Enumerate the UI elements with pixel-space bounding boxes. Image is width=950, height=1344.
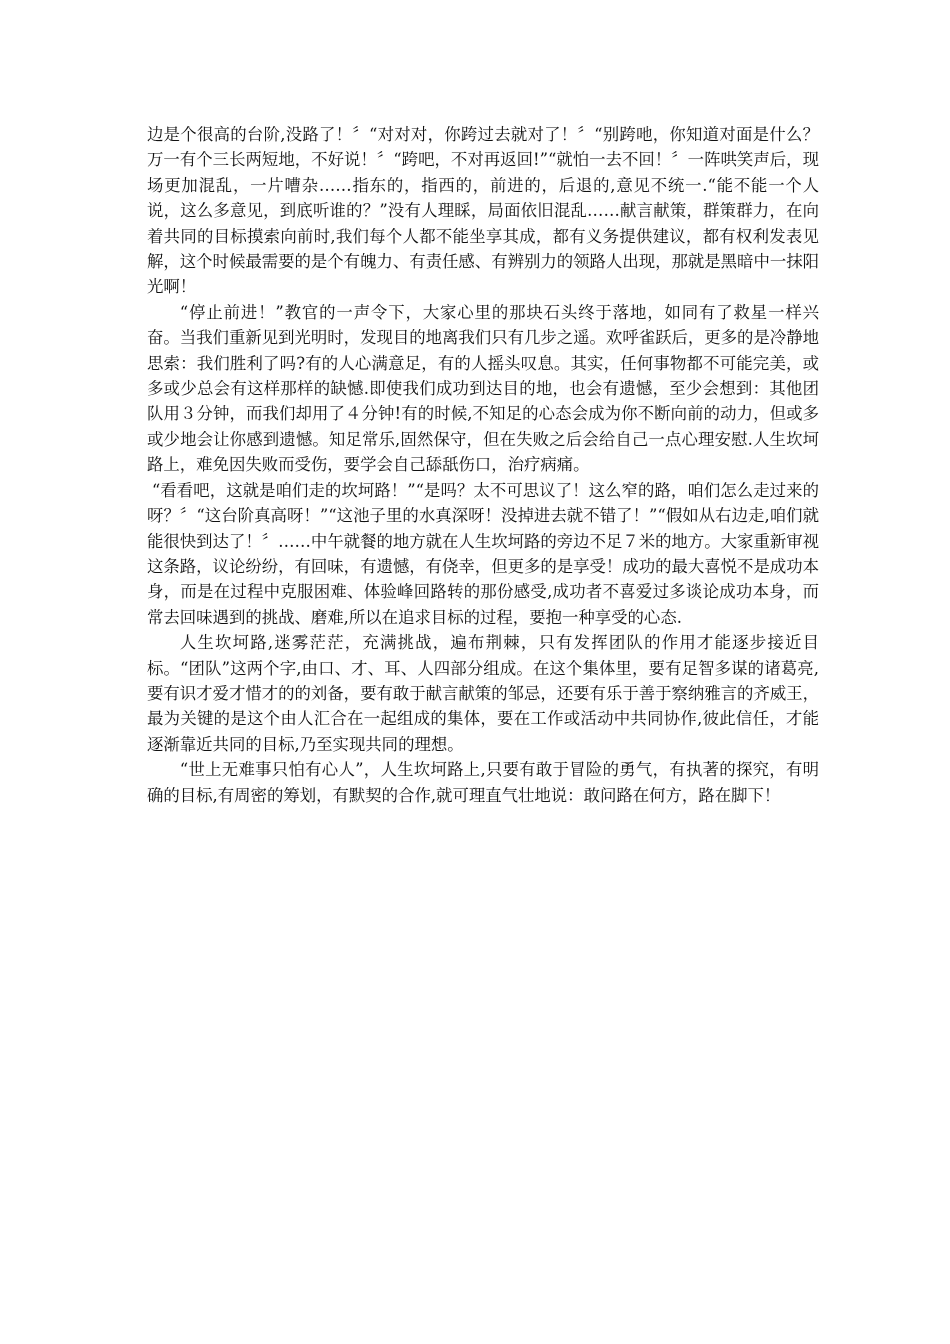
paragraph-1: 边是个很高的台阶,没路了！〞“对对对，你跨过去就对了！〞“别跨吔，你知道对面是什么？万一有个三长两短地，不好说！〞“跨吧，不对再返回!”“就怕一去不回！〞一阵哄笑声后，现场更加混乱，一片嘈杂……指东的，指西的，前进的，后退的,意见不统一.“能不能一个人说，这么多意见，到底听谁的？”没有人理睬，局面依旧混乱……献言献策，群策群力，在向着共同的目标摸索向前时,我们每个人都不能坐享其成，都有义务提供建议，都有权利发表见解，这个时候最需要的是个有魄力、有责任感、有辨别力的领路人出现，那就是黑暗中一抹阳光啊！ xyxy=(147,125,820,297)
paragraph-5: “世上无难事只怕有心人”，人生坎坷路上,只要有敢于冒险的勇气，有执著的探究，有明确的目标,有周密的筹划，有默契的合作,就可理直气壮地说：敢问路在何方，路在脚下！ xyxy=(147,760,819,805)
paragraph-4: 人生坎坷路,迷雾茫茫，充满挑战，遍布荆棘，只有发挥团队的作用才能逐步接近目标。“团队”这两个字,由口、才、耳、人四部分组成。在这个集体里，要有足智多谋的诸葛亮,要有识才爱才惜才的的刘备，要有敢于献言献策的邹忌，还要有乐于善于察纳雅言的齐威王，最为关键的是这个由人汇合在一起组成的集体，要在工作或活动中共同协作,彼此信任，才能逐渐靠近共同的目标,乃至实现共同的理想。 xyxy=(147,633,820,754)
paragraph-3: “看看吧，这就是咱们走的坎坷路！”“是吗？太不可思议了！这么窄的路，咱们怎么走过来的呀？〞“这台阶真高呀！”“这池子里的水真深呀！没掉进去就不错了！”“假如从右边走,咱们就能很快到达了！〞……中午就餐的地方就在人生坎坷路的旁边不足７米的地方。大家重新审视这条路，议论纷纷，有回味，有遗憾，有侥幸，但更多的是享受！成功的最大喜悦不是成功本身，而是在过程中克服困难、体验峰回路转的那份感受,成功者不喜爱过多谈论成功本身，而常去回味遇到的挑战、磨难,所以在追求目标的过程，要抱一种享受的心态. xyxy=(147,480,820,627)
paragraph-2: “停止前进！”教官的一声令下，大家心里的那块石头终于落地，如同有了救星一样兴奋。当我们重新见到光明时，发现目的地离我们只有几步之遥。欢呼雀跃后，更多的是冷静地思索：我们胜利了吗?有的人心满意足，有的人摇头叹息。其实，任何事物都不可能完美，或多或少总会有这样那样的缺憾.即使我们成功到达目的地，也会有遗憾，至少会想到：其他团队用３分钟，而我们却用了４分钟!有的时候,不知足的心态会成为你不断向前的动力，但或多或少地会让你感到遗憾。知足常乐,固然保守，但在失败之后会给自己一点心理安慰.人生坎坷路上，难免因失败而受伤，要学会自己舔舐伤口，治疗病痛。 xyxy=(147,302,820,475)
document-body xyxy=(147,122,819,808)
